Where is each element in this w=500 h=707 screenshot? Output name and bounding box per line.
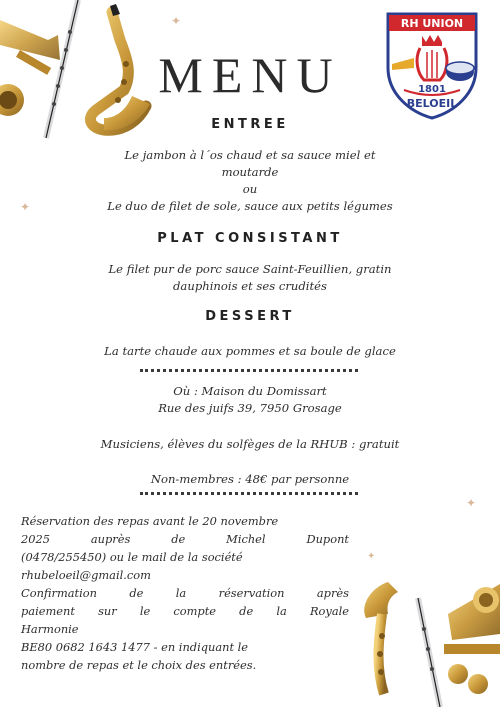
- plat-description: [60, 261, 440, 295]
- entree-options: [60, 147, 440, 215]
- reservation-line: Harmonie: [21, 622, 79, 636]
- entree-line: Le duo de filet de sole, sauce aux petits légumes: [107, 199, 393, 213]
- reservation-line: (0478/255450) ou le mail de la société: [21, 550, 243, 564]
- reservation-line: Réservation des repas avant le 20 novembre: [21, 514, 279, 528]
- instruments-illustration-bottom-right: [348, 574, 500, 707]
- reservation-line: paiement sur le compte de la Royale: [21, 604, 349, 618]
- non-members-pricing: Non-membres : 48€ par personne: [150, 472, 350, 486]
- reservation-text: [21, 512, 349, 674]
- reservation-line: Confirmation de la réservation après: [21, 586, 349, 600]
- reservation-line: 2025 auprès de Michel Dupont: [21, 532, 349, 546]
- venue-line: Où : Maison du Domissart: [173, 384, 327, 398]
- page-title: MENU: [158, 47, 342, 103]
- logo-bottom-text: BELOEIL: [406, 97, 458, 110]
- venue-address: Rue des juifs 39, 7950 Grosage: [158, 401, 342, 415]
- plat-line: Le filet pur de porc sauce Saint-Feuillien, gratin: [108, 262, 392, 276]
- section-heading-dessert: DESSERT: [205, 309, 295, 324]
- dotted-divider: [140, 492, 358, 495]
- sparkle-icon: ✦: [20, 200, 31, 214]
- sparkle-icon: ✦: [171, 14, 182, 28]
- dessert-line: La tarte chaude aux pommes et sa boule de glace: [104, 344, 396, 358]
- musicians-pricing: Musiciens, élèves du solfèges de la RHUB : gratuit: [100, 437, 400, 451]
- sparkle-icon: ✦: [466, 496, 477, 510]
- logo-top-text: RH UNION: [400, 17, 464, 30]
- section-heading-entree: ENTREE: [211, 117, 289, 132]
- dotted-divider: [140, 369, 358, 372]
- entree-line: Le jambon à l´os chaud et sa sauce miel et: [124, 148, 376, 162]
- reservation-line: nombre de repas et le choix des entrées.: [21, 658, 257, 672]
- section-heading-plat: PLAT CONSISTANT: [157, 231, 343, 246]
- reservation-email: rhubeloeil@gmail.com: [21, 568, 151, 582]
- logo-year: 1801: [418, 84, 446, 95]
- dessert-description: [60, 343, 440, 360]
- venue-info: [30, 383, 470, 417]
- entree-line: moutarde: [221, 165, 279, 179]
- plat-line: dauphinois et ses crudités: [173, 279, 327, 293]
- sparkle-icon: ✦: [367, 551, 376, 562]
- entree-separator: ou: [242, 182, 258, 196]
- reservation-iban: BE80 0682 1643 1477 - en indiquant le: [21, 640, 249, 654]
